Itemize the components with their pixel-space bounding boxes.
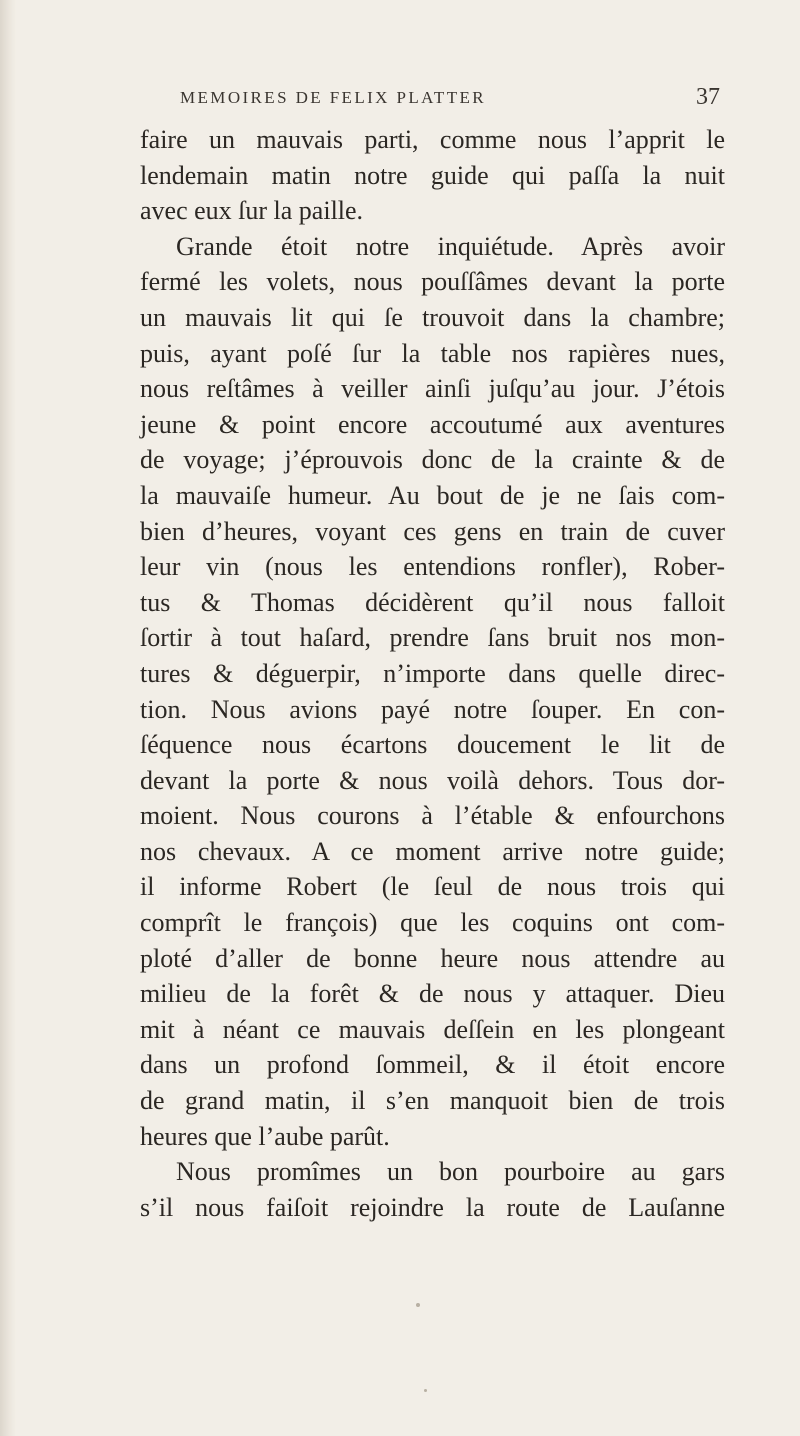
page-gutter-shadow: [0, 0, 16, 1436]
text-line: nos chevaux. A ce moment arrive notre guide;: [140, 836, 725, 866]
text-line: il informe Robert (le ſeul de nous trois qui: [140, 872, 725, 902]
text-line: de voyage; j’éprouvois donc de la crainte & de: [140, 445, 725, 475]
text-line: heures que l’aube parût.: [140, 1121, 390, 1151]
text-line: de grand matin, il s’en manquoit bien de trois: [140, 1086, 725, 1116]
text-line: ſortir à tout haſard, prendre ſans bruit nos mon-: [140, 623, 725, 653]
text-line: moient. Nous courons à l’étable & enfourchons: [140, 801, 725, 831]
text-line: s’il nous faiſoit rejoindre la route de Lauſanne: [140, 1192, 725, 1222]
text-line: jeune & point encore accoutumé aux aventures: [140, 409, 725, 439]
text-line: ſéquence nous écartons doucement le lit de: [140, 730, 725, 760]
text-line: devant la porte & nous voilà dehors. Tous dor-: [140, 765, 725, 795]
text-line: bien d’heures, voyant ces gens en train de cuver: [140, 516, 725, 546]
text-line: puis, ayant poſé ſur la table nos rapières nues,: [140, 338, 725, 368]
page-number: 37: [696, 84, 720, 110]
text-line: la mauvaiſe humeur. Au bout de je ne ſais com-: [140, 480, 725, 510]
text-line: tion. Nous avions payé notre ſouper. En con-: [140, 694, 725, 724]
text-line: faire un mauvais parti, comme nous l’apprit le: [140, 125, 725, 154]
text-line: lendemain matin notre guide qui paſſa la nuit: [140, 160, 725, 190]
text-line: nous reſtâmes à veiller ainſi juſqu’au jour. J’étois: [140, 374, 725, 404]
text-line: un mauvais lit qui ſe trouvoit dans la chambre;: [140, 302, 725, 332]
text-line: tus & Thomas décidèrent qu’il nous falloit: [140, 587, 725, 617]
text-line: comprît le françois) que les coquins ont com-: [140, 908, 725, 938]
text-line: avec eux ſur la paille.: [140, 196, 364, 226]
text-line: ploté d’aller de bonne heure nous attendre au: [140, 943, 725, 973]
paper-speck: [424, 1389, 427, 1392]
body-text: [140, 122, 725, 1225]
text-line: Nous promîmes un bon pourboire au gars: [176, 1157, 725, 1187]
running-title: MEMOIRES DE FELIX PLATTER: [180, 88, 487, 107]
running-head: [180, 84, 720, 118]
text-line: leur vin (nous les entendions ronfler), Rober-: [140, 552, 725, 582]
text-line: mit à néant ce mauvais deſſein en les plongeant: [140, 1014, 725, 1044]
text-line: milieu de la forêt & de nous y attaquer. Dieu: [140, 979, 725, 1009]
text-line: fermé les volets, nous pouſſâmes devant la porte: [140, 267, 725, 297]
text-line: tures & déguerpir, n’importe dans quelle direc-: [140, 658, 725, 688]
text-line: Grande étoit notre inquiétude. Après avoir: [176, 231, 725, 261]
text-line: dans un profond ſommeil, & il étoit encore: [140, 1050, 725, 1080]
paper-speck: [416, 1303, 420, 1307]
